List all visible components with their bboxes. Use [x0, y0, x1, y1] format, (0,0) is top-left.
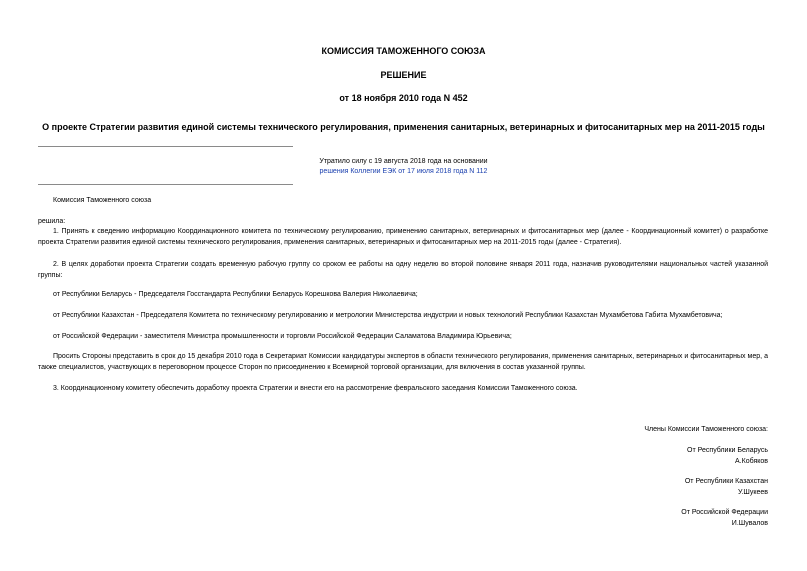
document-title: О проекте Стратегии развития единой системы технического регулирования, применения санитарных, ветеринарных и фитосанитарных мер на 2011-2015 годы [42, 122, 765, 132]
signature-country: От Республики Казахстан [684, 478, 768, 485]
signature-name: И.Шувалов [731, 520, 768, 527]
signatures-heading: Члены Комиссии Таможенного союза: [644, 426, 768, 433]
bottom-divider [38, 184, 293, 185]
appointee-russia: от Российской Федерации - заместителя Министра промышленности и торговли Российской Федерации Саламатова Владимира Юрьевича; [53, 333, 512, 340]
status-note-link-wrap [0, 168, 807, 175]
paragraph-3: 3. Координационному комитету обеспечить доработку проекта Стратегии и внести его на рассмотрение февральского заседания Комиссии Таможенного союза. [53, 385, 578, 392]
status-note: Утратило силу с 19 августа 2018 года на основании [319, 158, 488, 165]
top-divider [38, 146, 293, 147]
date-number-heading: от 18 ноября 2010 года N 452 [339, 93, 468, 103]
intro-text: Комиссия Таможенного союза [53, 197, 152, 204]
doc-type-heading: РЕШЕНИЕ [380, 70, 427, 80]
signature-name: А.Кобяков [735, 458, 768, 465]
paragraph-2: 2. В целях доработки проекта Стратегии создать временную рабочую группу со сроком ее работы на одну неделю во второй половине января 2011 года, назначив руководителями национальных частей указанной группы: [38, 261, 768, 279]
signature-block-russia [681, 507, 768, 529]
signature-name: У.Шукеев [737, 489, 768, 496]
paragraph-1: 1. Принять к сведению информацию Координационного комитета по техническому регулированию, применению санитарных, ветеринарных и фитосанитарных мер (далее - Координационный комитет) о разработке проекта Стратегии развития единой системы технического регулирования, применения санитарных, ветеринарных и фитосанитарных мер на 2011-2015 годы (далее - Стратегия). [38, 228, 768, 246]
signature-country: От Российской Федерации [681, 509, 768, 516]
appointee-kazakhstan: от Республики Казахстан - Председателя Комитета по техническому регулированию и метрологии Министерства индустрии и новых технологий Республики Казахстан Мухамбетова Габита Мухамбетовича; [53, 312, 723, 319]
signature-block-belarus [687, 445, 768, 467]
org-heading: КОМИССИЯ ТАМОЖЕННОГО СОЮЗА [321, 46, 486, 56]
appointee-belarus: от Республики Беларусь - Председателя Госстандарта Республики Беларусь Корешкова Валерия Николаевича; [53, 291, 418, 298]
paragraph-request: Просить Стороны представить в срок до 15 декабря 2010 года в Секретариат Комиссии кандидатуры экспертов в области технического регулирования, применения санитарных, ветеринарных и фитосанитарных мер, а также специалистов, участвующих в переговорном процессе Сторон по присоединению к Всемирной торговой организации, для включения в состав указанной группы. [38, 353, 768, 371]
repeal-decision-link[interactable]: решения Коллегии ЕЭК от 17 июля 2018 года N 112 [319, 168, 488, 175]
decided-label: решила: [38, 218, 66, 225]
signature-country: От Республики Беларусь [687, 447, 768, 454]
signature-block-kazakhstan [685, 476, 768, 498]
